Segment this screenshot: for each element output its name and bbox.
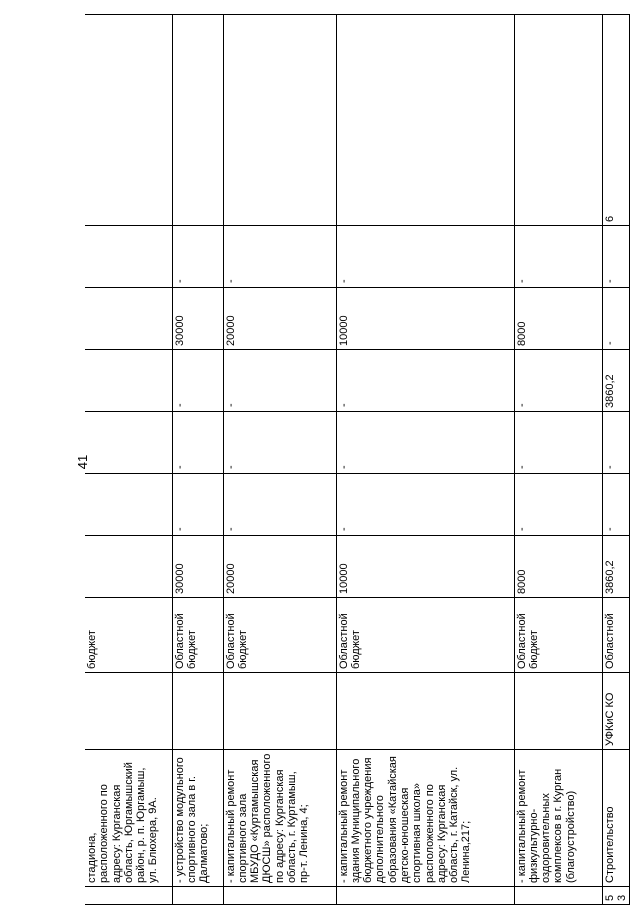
source-cell: Областной бюджет	[514, 598, 602, 673]
year-2023-cell	[85, 350, 172, 412]
year-2021-cell: -	[336, 474, 514, 536]
year-2022-cell: -	[602, 412, 630, 474]
year-2022-cell: -	[172, 412, 223, 474]
year-2022-cell: -	[514, 412, 602, 474]
year-2025-cell: -	[223, 226, 336, 288]
executor-cell	[172, 673, 223, 750]
result-cell	[223, 15, 336, 226]
source-cell: Областной	[602, 598, 630, 673]
year-2023-cell: -	[336, 350, 514, 412]
year-2022-cell: -	[336, 412, 514, 474]
year-2024-cell	[85, 288, 172, 350]
source-cell: Областной бюджет	[223, 598, 336, 673]
total-cell: 20000	[223, 536, 336, 598]
total-cell: 3860,2	[602, 536, 630, 598]
year-2025-cell	[85, 226, 172, 288]
table-row	[172, 15, 223, 905]
page-number: 41	[75, 454, 90, 470]
total-cell: 8000	[514, 536, 602, 598]
source-cell: бюджет	[85, 598, 172, 673]
table-row	[85, 15, 172, 905]
description-cell: - капитальный ремонт здания Муниципального бюджетного учреждения дополнительного образования «Катайская детско-юношеская спортивная школа» расположенного по адресу: Курганская область, г. Катайск, ул. Ленина,217;	[336, 750, 514, 887]
row-number-cell	[85, 887, 172, 905]
row-number-cell: 53	[602, 887, 630, 905]
executor-cell: УФКиС КО	[602, 673, 630, 750]
year-2021-cell: -	[602, 474, 630, 536]
executor-cell	[223, 673, 336, 750]
year-2025-cell: -	[336, 226, 514, 288]
year-2025-cell: -	[172, 226, 223, 288]
year-2022-cell	[85, 412, 172, 474]
year-2021-cell	[85, 474, 172, 536]
year-2024-cell: 10000	[336, 288, 514, 350]
year-2023-cell: -	[172, 350, 223, 412]
year-2024-cell: 30000	[172, 288, 223, 350]
year-2023-cell: 3860,2	[602, 350, 630, 412]
result-cell	[336, 15, 514, 226]
row-number-cell	[514, 887, 602, 905]
description-cell: стадиона, расположенного по адресу: Курганская область, Юргамышский район, р. п. Юргамыш, ул. Блюхера, 9А.	[85, 750, 172, 887]
total-cell: 30000	[172, 536, 223, 598]
table-row	[514, 15, 602, 905]
table-row	[602, 15, 630, 905]
table-row	[223, 15, 336, 905]
year-2021-cell: -	[223, 474, 336, 536]
year-2023-cell: -	[223, 350, 336, 412]
description-cell: - капитальный ремонт физкультурно-оздоровительных комплексов в г. Курган (благоустройство)	[514, 750, 602, 887]
row-number-cell	[223, 887, 336, 905]
year-2024-cell: -	[602, 288, 630, 350]
result-cell: 6	[602, 15, 630, 226]
row-number-cell	[172, 887, 223, 905]
description-cell: - капитальный ремонт спортивного зала МБУДО «Куртамышская ДЮСШ» расположенного по адресу: Курганская область, г. Куртамыш, пр-т. Ленина, 4;	[223, 750, 336, 887]
executor-cell	[85, 673, 172, 750]
row-number-cell	[336, 887, 514, 905]
executor-cell	[514, 673, 602, 750]
year-2021-cell: -	[514, 474, 602, 536]
executor-cell	[336, 673, 514, 750]
description-cell: - устройство модульного спортивного зала в г. Далматово;	[172, 750, 223, 887]
total-cell	[85, 536, 172, 598]
program-table	[85, 14, 630, 905]
table-frame	[85, 55, 628, 905]
year-2024-cell: 20000	[223, 288, 336, 350]
year-2021-cell: -	[172, 474, 223, 536]
year-2025-cell: -	[602, 226, 630, 288]
year-2024-cell: 8000	[514, 288, 602, 350]
result-cell	[172, 15, 223, 226]
source-cell: Областной бюджет	[172, 598, 223, 673]
table-row	[336, 15, 514, 905]
result-cell	[85, 15, 172, 226]
year-2023-cell: -	[514, 350, 602, 412]
description-cell: Строительство	[602, 750, 630, 887]
result-cell	[514, 15, 602, 226]
year-2025-cell: -	[514, 226, 602, 288]
total-cell: 10000	[336, 536, 514, 598]
source-cell: Областной бюджет	[336, 598, 514, 673]
year-2022-cell: -	[223, 412, 336, 474]
